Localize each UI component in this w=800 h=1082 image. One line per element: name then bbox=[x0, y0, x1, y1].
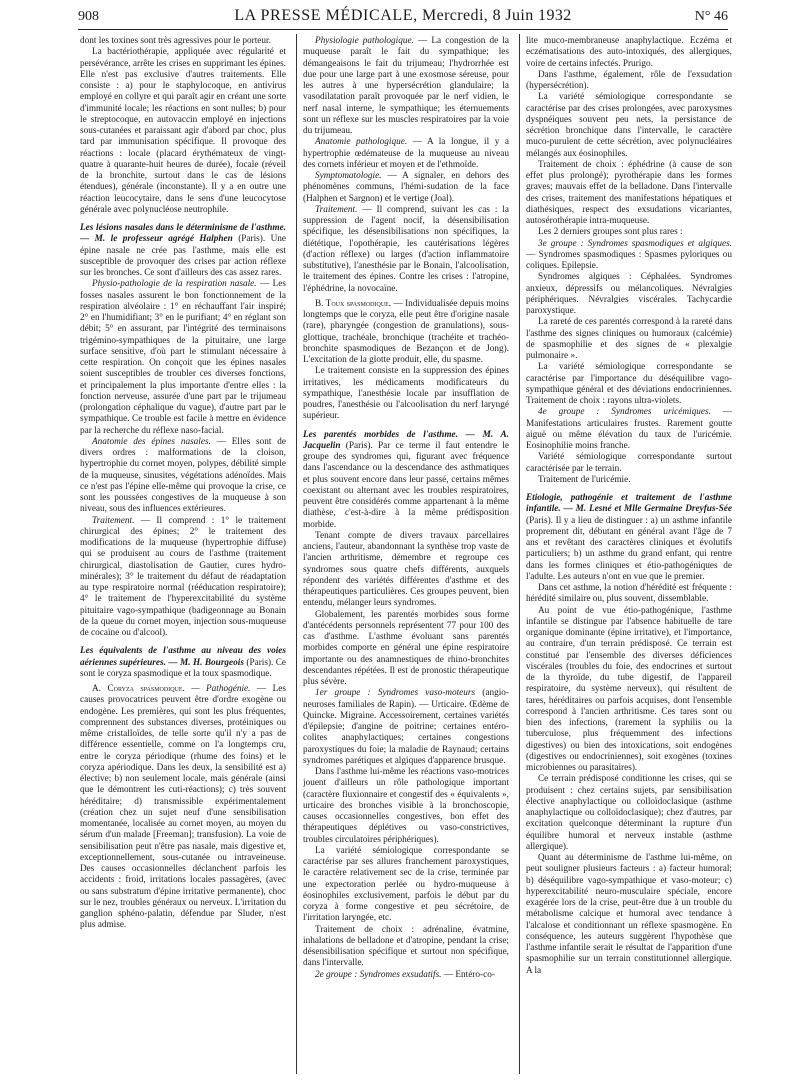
column-2 bbox=[303, 36, 509, 1076]
paragraph bbox=[303, 531, 509, 610]
paragraph-text: — Les fosses nasales assurent le bon fonctionnement de la respiration alvéolaire : 1° en réchauffant l'air inspiré; 2° en l'humidifiant; 3° en le purifiant; 4° en réglant son débit; 5° en assurant, par l'intégrité des terminaisons trigémino-sympathiques de la pituitaire, une large surface sensitive, d'où part le stimulant nécessaire à cette respiration. On conçoit que les épines nasales soient susceptibles de troubler ces diverses fonctions, et principalement la plus importante d'entre elles : la fonction nerveuse, assurée d'une part par le trijumeau (prolongation céphalique du vague), d'autre part par le sympathique. Ce trouble est facile à mettre en évidence par la recherche du réflexe naso-facial. bbox=[80, 279, 286, 436]
paragraph bbox=[303, 767, 509, 846]
paragraph-text: La variété sémiologique correspondante se caractérise par l'importance du déséquilibre vago-sympathique général et des déviations endocriniennes. Traitement de choix : rayons ultra-violets. bbox=[526, 362, 732, 406]
journal-title: LA PRESSE MÉDICALE bbox=[234, 7, 414, 24]
paragraph bbox=[303, 171, 509, 205]
paragraph bbox=[526, 475, 732, 486]
paragraph-text: Quant au déterminisme de l'asthme lui-même, on peut souligner plusieurs facteurs : a) facteur humoral; b) déséquilibre vago-sympathique et vaso-moteur; c) hyperexcitabilité neuro-musculaire spéciale, encore exagérée lors de la crise, peut-être due à un trouble du métabolisme calcique et humoral avec tendance à l'alcalose et conditionnant un réflexe spasmogène. En conséquence, les auteurs suggèrent l'hypothèse que l'asthme infantile serait le résultat de l'apparition d'une spasmophilie sur un terrain constitutionnel allergique. A la bbox=[526, 853, 732, 976]
paragraph-text: — Syndromes spasmodiques : Spasmes pyloriques ou coliques. Epilepsie. bbox=[526, 249, 732, 271]
paragraph-text: Tenant compte de divers travaux parcellaires anciens, l'auteur, abandonnant la synthèse trop vaste de l'ancien arthritisme, démembre et regroupe ces syndromes sous quatre chefs différents, auxquels répondent des variétés différentes d'asthme et des thérapeutiques particulières. Ces groupes peuvent, bien entendu, mélanger leurs syndromes. bbox=[303, 530, 509, 609]
paragraph bbox=[80, 437, 286, 516]
paragraph bbox=[303, 137, 509, 171]
paragraph bbox=[526, 606, 732, 775]
paragraph-lead: Traitement. bbox=[92, 515, 135, 526]
paragraph bbox=[526, 36, 732, 70]
column-3 bbox=[526, 36, 732, 1076]
paragraph-text: Traitement de choix : adrénaline, évatmine, inhalations de belladone et d'atropine, pendant la crise; désensibilisation spécifique et surtout non spécifique, dans l'intervalle. bbox=[303, 924, 509, 969]
paragraph-lead: Traitement. bbox=[315, 204, 358, 215]
paragraph-lead: Physio-pathologie de la respiration nasale. bbox=[92, 279, 257, 290]
subsection-label: B. Toux spasmodique. bbox=[315, 298, 392, 309]
subsection-label: A. Coryza spasmodique. bbox=[92, 684, 185, 694]
paragraph-lead: 1er groupe : Syndromes vaso-moteurs bbox=[315, 688, 476, 699]
paragraph-text: Traitement de l'uricémie. bbox=[538, 474, 631, 485]
paragraph-text: — Il comprend, suivant les cas : la suppression de l'agent nocif, la désensibilisation spécifique, les désensibilisations non spécifiques, la diététique, l'opothérapie, les cautérisations légères (d'action réflexe) ou larges (d'action inflammatoire substitutive), l'anesthésie par le Bonain, l'alcoolisation, le traitement des épines. Contre les crises : l'atropine, l'éphédrine, la novocaïne. bbox=[303, 204, 509, 294]
paragraph-text: Ce terrain prédisposé conditionne les crises, qui se produisent : chez certains sujets, par sensibilisation élective anaphylactique ou colloïdoclasique (asthme anaphylactique ou colloïdoclasique); chez d'autres, par excitation quelconque déterminant la rupture d'un équilibre humoral et nerveux instable (asthme allergique). bbox=[526, 774, 732, 852]
section-heading bbox=[303, 430, 509, 531]
paragraph-text: Syndromes algiques : Céphalées. Syndromes anxieux, dépressifs ou mélancoliques. Névralgies périphériques. Névralgies viscérales. Tachycardie paroxystique. bbox=[526, 272, 732, 316]
paragraph-text: Variété sémiologique correspondante surtout caractérisée par le terrain. bbox=[526, 452, 732, 474]
paragraph bbox=[80, 279, 286, 437]
paragraph-text: — Elles sont de divers ordres : malformations de la cloison, hypertrophie du cornet moyen, polypes, débilité simple de la muqueuse, sinusites, végétations adénoïdes. Mais ce n'est pas l'épine elle-même qui provoque la crise, ce sont les poussées congestives de la muqueuse à son niveau, sous des influences extérieures. bbox=[80, 436, 286, 515]
page-header bbox=[78, 6, 728, 28]
paragraph bbox=[303, 610, 509, 689]
paragraph-text: — Il comprend : 1° le traitement chirurgical des épines; 2° le traitement des modifications de la muqueuse (hypertrophie diffuse) qui se produisent au cours de l'asthme (traitement chirurgical, diastolisation de Gautier, cures hydro-minérales); 3° le traitement du défaut de réadaptation au type respiratoire normal (rééducation respiratoire); 4° le traitement de l'hyperexcitabilité du système pituitaire vago-sympathique (badigeonnage au Bonain de la queue du cornet moyen, injection sous-muqueuse de cocaïne ou d'alcool). bbox=[80, 515, 286, 638]
section-intro: (Paris). Il y a lieu de distinguer : a) un asthme infantile proprement dit, débutant en général avant l'âge de 7 ans et revêtant des caractères cliniques et évolutifs particuliers; b) un asthme du grand enfant, qui rentre dans les formes cliniques et étio-pathogéniques de l'adulte. Les auteurs n'ont en vue que le premier. bbox=[526, 515, 732, 582]
paragraph-lead: Anatomie des épines nasales. bbox=[92, 436, 211, 447]
section-heading bbox=[80, 223, 286, 279]
section-heading bbox=[526, 493, 732, 583]
paragraph bbox=[303, 205, 509, 295]
section-title: Les lésions nasales dans le déterminisme de l'asthme. bbox=[80, 223, 286, 233]
paragraph-lead: 4e groupe : Syndromes uricémiques. bbox=[538, 407, 711, 418]
section-title: Les parentés morbides de l'asthme. bbox=[303, 429, 458, 440]
paragraph-text: Les 2 derniers groupes sont plus rares : bbox=[538, 227, 683, 238]
paragraph-text: — Individualisée depuis moins longtemps que le coryza, elle peut être d'origine nasale (rare), pharyngée (congestion de granulations), sous-glottique, trachéale, bronchique (trachéite et trachéo-bronchite spasmodiques de Bezançon et de Jong). L'excitation de la glotte produit, elle, du spasme. bbox=[303, 298, 509, 365]
paragraph bbox=[80, 36, 286, 47]
paragraph-text: — Entéro-co- bbox=[441, 969, 495, 980]
paragraph-lead: Physiologie pathologique. bbox=[315, 36, 414, 46]
paragraph bbox=[526, 160, 732, 228]
masthead: LA PRESSE MÉDICALE, Mercredi, 8 Juin 1932 bbox=[234, 7, 572, 24]
paragraph bbox=[526, 853, 732, 977]
paragraph bbox=[526, 362, 732, 407]
paragraph bbox=[80, 516, 286, 640]
paragraph bbox=[526, 227, 732, 238]
paragraph-text: lite muco-membraneuse anaphylactique. Eczéma et eczématisations des auto-intoxiqués, des allergiques, voire de certains infectés. Prurigo. bbox=[526, 36, 732, 69]
paragraph bbox=[303, 366, 509, 422]
paragraph-text: La variété sémiologique correspondante se caractérise par des crises prolongées, avec paroxysmes dyspnéiques souvent peu nets, la persistance de sécrétion bronchique dans l'intervalle, le caractère muco-purulent de cette sécrétion, avec polynucléaires mélangés aux éosinophiles. bbox=[526, 92, 732, 159]
paragraph bbox=[303, 299, 509, 367]
paragraph-text: Au point de vue étio-pathogénique, l'asthme infantile se distingue par l'absence habituelle de tare organique dominante (épine irritative), et l'importance, au contraire, d'un terrain prédisposé. Ce terrain est constitué par l'ensemble des diverses déficiences viscérales (troubles du foie, des endocrines et surtout de la thyroïde, du tube digestif, de l'appareil respiratoire, du système nerveux), qui résultent de tares, héréditaires ou parfois acquises, dont l'ensemble correspond à l'ancien arthritisme. Ces tares sont ou bien des infections, (rarement la syphilis ou la tuberculose, plus fréquemment des infections digestives) ou bien des intoxications, soit endogènes (digestives ou endocriniennes), soit exogènes (toxines microbiennes ou parasitaires). bbox=[526, 605, 732, 773]
section-author: — M. H. Bourgeois bbox=[165, 657, 244, 668]
paragraph-text: — La congestion de la muqueuse paraît le fait du sympathique; les démangeaisons le fait du trijumeau; l'hydrorrhée est due pour une large part à une exosmose séreuse, pour les autres à une hypersécrétion glandulaire; la vasodilatation paraît provoquée par le nerf vidien, le nerf nasal interne, le sympathique; les éternuements sont un réflexe sur les muscles respiratoires par la voie du trijumeau. bbox=[303, 36, 509, 136]
paragraph bbox=[303, 970, 509, 981]
paragraph bbox=[526, 92, 732, 160]
paragraph bbox=[526, 407, 732, 452]
paragraph-text: La variété sémiologique correspondante se caractérise par ses allures franchement paroxystiques, le caractère relativement sec de la crise, terminée par une expectoration perlée ou hydro-muqueuse à éosinophiles exclusivement, parfois le début par du coryza à forme congestive et peu sécrétoire, de l'irritation laryngée, etc. bbox=[303, 845, 509, 924]
header-rule bbox=[78, 29, 728, 30]
paragraph-text: Le traitement consiste en la suppression des épines irritatives, les médicaments modificateurs du sympathique, l'anesthésie locale par insufflation de poudres, l'anesthésie ou l'alcoolisation du nerf laryngé supérieur. bbox=[303, 366, 509, 422]
column-separator bbox=[296, 34, 297, 1074]
paragraph-lead: 2e groupe : Syndromes exsudatifs. bbox=[315, 969, 442, 980]
paragraph-text: — A la longue, il y a hypertrophie œdémateuse de la muqueuse au niveau des cornets inférieur et moyen et de l'ethmoïde. bbox=[303, 137, 509, 170]
paragraph-text: — Les causes provocatrices peuvent être d'ordre exogène ou endogène. Les premières, qui sont les plus fréquentes, comprennent des substances diverses, protéiniques ou même cristalloïdes, de telle sorte qu'il n'y a pas de différence essentielle, comme on l'a longtemps cru, entre le coryza périodique (rhume des foins) et le coryza apériodique. Dans les deux, la sensibilité est a) élective; b) non seulement locale, mais générale (ainsi que le démontrent les cuti-réactions); c) très souvent héréditaire; d) transmissible expérimentalement (création chez un sujet neuf d'une sensibilisation momentanée, localisée au cornet moyen, au moyen du sérum d'un malade [Freeman]; transfusion). La voie de sensibilisation peut n'être pas nasale, mais digestive et, exceptionnellement, sous-cutanée ou intraveineuse. Des causes occasionnelles déclanchent parfois les accidents : froid, irritations locales passagères, (avec ou sans substratum d'épine irritative permanente), choc sur le nez, troubles généraux ou nerveux. L'irritation du ganglion sphéno-palatin, défendue par Sluder, n'est plus admise. bbox=[80, 684, 286, 931]
column-separator bbox=[519, 34, 520, 1074]
paragraph bbox=[526, 774, 732, 853]
section-author: — M. A. Jacquelin bbox=[303, 429, 509, 451]
paragraph-lead: Symptomatologie. bbox=[315, 171, 382, 181]
issue-date: Mercredi, 8 Juin 1932 bbox=[421, 7, 572, 24]
column-1 bbox=[80, 36, 286, 1076]
paragraph-lead: 3e groupe : Syndromes spasmodiques et algiques. bbox=[538, 238, 732, 249]
paragraph bbox=[526, 239, 732, 273]
paragraph bbox=[526, 70, 732, 93]
paragraph-text: — Manifestations articulaires frustes. Rarement goutte aiguë ou même élévation du taux de l'uricémie. Eosinophilie moins franche. bbox=[526, 407, 732, 451]
section-heading bbox=[80, 646, 286, 680]
paragraph bbox=[303, 925, 509, 970]
section-intro: (Paris). Ce sont le coryza spasmodique et la toux spasmodique. bbox=[80, 657, 286, 679]
paragraph-lead: — Pathogénie. bbox=[184, 684, 251, 694]
paragraph-text: La rareté de ces parentés correspond à la rareté dans l'asthme des signes cliniques ou humoraux (calcémie) de spasmophilie et des signes de « plexalgie pulmonaire ». bbox=[526, 317, 732, 361]
paragraph bbox=[526, 583, 732, 606]
paragraph-text: — A signaler, en dehors des phénomènes communs, l'hémi-sudation de la face (Halphen et Sargnon) et le vertige (Joal). bbox=[303, 171, 509, 204]
paragraph-text: (angio-neuroses familiales de Rapin). — Urticaire. Œdème de Quincke. Migraine. Accessoirement, certaines variétés d'épilepsie; d'angine de poitrine; certaines entéro-colites anaphylactiques; certaines congestions paroxystiques du foie; la maladie de Raynaud; certains syndromes parétiques et algiques d'apparence brusque. bbox=[303, 688, 509, 766]
section-author: — M. le professeur agrégé Halphen bbox=[80, 234, 233, 245]
paragraph bbox=[303, 688, 509, 767]
page-number: 908 bbox=[78, 9, 99, 24]
paragraph-text: La bactériothérapie, appliquée avec régularité et persévérance, arrête les crises en supprimant les épines. Elle n'est pas exclusive d'autres traitements. Elle consiste : a) pour le staphylocoque, en antivirus employé en collyre et qui paraît agir en créant une sorte d'immunité locale; les réactions en sont nulles; b) pour le streptocoque, en autovaccin employé en injections sous-cutanées et paraissant agir d'abord par choc, plus tard par immunisation spécifique. Il provoque des réactions : locale (placard érythémateux de vingt-quatre à quarante-huit heures de durée), focale (réveil de la bronchite, surtout dans le cas de lésions étendues), générale (inconstante). Il y a en outre une réaction leucocytaire, dans le sens d'une leucocytose générale avec polynucléose neutrophile. bbox=[80, 47, 286, 215]
issue-number: N° 46 bbox=[694, 9, 728, 24]
paragraph-text: Globalement, les parentés morbides sous forme d'antécédents personnels représentent 77 pour 100 des cas d'asthme. L'asthme évoluant sans parentés morbides comporte en général une épine respiratoire importante ou des anamnestiques de rhino-bronchites descendantes répétées. Il est de pronostic thérapeutique plus sévère. bbox=[303, 609, 509, 687]
paragraph bbox=[80, 47, 286, 216]
paragraph-text: Traitement de choix : éphédrine (à cause de son effet plus prolongé); pyrothérapie dans les formes graves; mauvais effet de la belladone. Dans l'intervalle des crises, traitement des manifestations hépatiques et diathésiques, respect des exsudations vicariantes, autosérothérapie intra-muqueuse. bbox=[526, 159, 732, 226]
paragraph bbox=[303, 846, 509, 925]
paragraph-text: Dans l'asthme lui-même les réactions vaso-motrices jouent d'ailleurs un rôle pathologique important (caractère fluxionnaire et congestif des « équivalents », urticaire des bronches visible à la bronchoscopie, causes occasionnelles congestives, bon effet des thérapeutiques déplétives ou vaso-constrictives, troubles circulatoires périphériques). bbox=[303, 767, 509, 845]
paragraph-text: Dans cet asthme, la notion d'hérédité est fréquente : hérédité similaire ou, plus souvent, dissemblable. bbox=[526, 583, 732, 605]
paragraph-text: Dans l'asthme, également, rôle de l'exsudation (hypersécrétion). bbox=[526, 69, 732, 91]
section-intro: (Paris). Par ce terme il faut entendre le groupe des syndromes qui, figurant avec fréquence dans l'ascendance ou la descendance des asthmatiques et plus souvent encore dans leur passé, certains mêmes coexistant ou alternant avec les troubles respiratoires, peuvent être considérés comme appartenant à la même diathèse, c'est-à-dire à la même prédisposition morbide. bbox=[303, 440, 509, 530]
paragraph bbox=[303, 36, 509, 137]
paragraph-text: dont les toxines sont très agressives pour le porteur. bbox=[80, 36, 271, 46]
paragraph-lead: Anatomie pathologique. bbox=[315, 137, 408, 148]
section-title: Etiologie, pathogénie et traitement de l'asthme infantile. bbox=[526, 493, 732, 515]
section-author: — M. Lesné et Mlle Germaine Dreyfus-Sée bbox=[560, 504, 732, 515]
paragraph bbox=[526, 452, 732, 475]
section-intro: (Paris). Une épine nasale ne crée pas l'asthme, mais elle est susceptible de provoquer des crises par action réflexe sur les bronches. Ce sont d'ailleurs des cas assez rares. bbox=[80, 234, 286, 278]
paragraph bbox=[526, 272, 732, 317]
paragraph bbox=[526, 317, 732, 362]
paragraph bbox=[80, 684, 286, 932]
section-title: Les équivalents de l'asthme au niveau des voies aériennes supérieures. bbox=[80, 646, 286, 668]
